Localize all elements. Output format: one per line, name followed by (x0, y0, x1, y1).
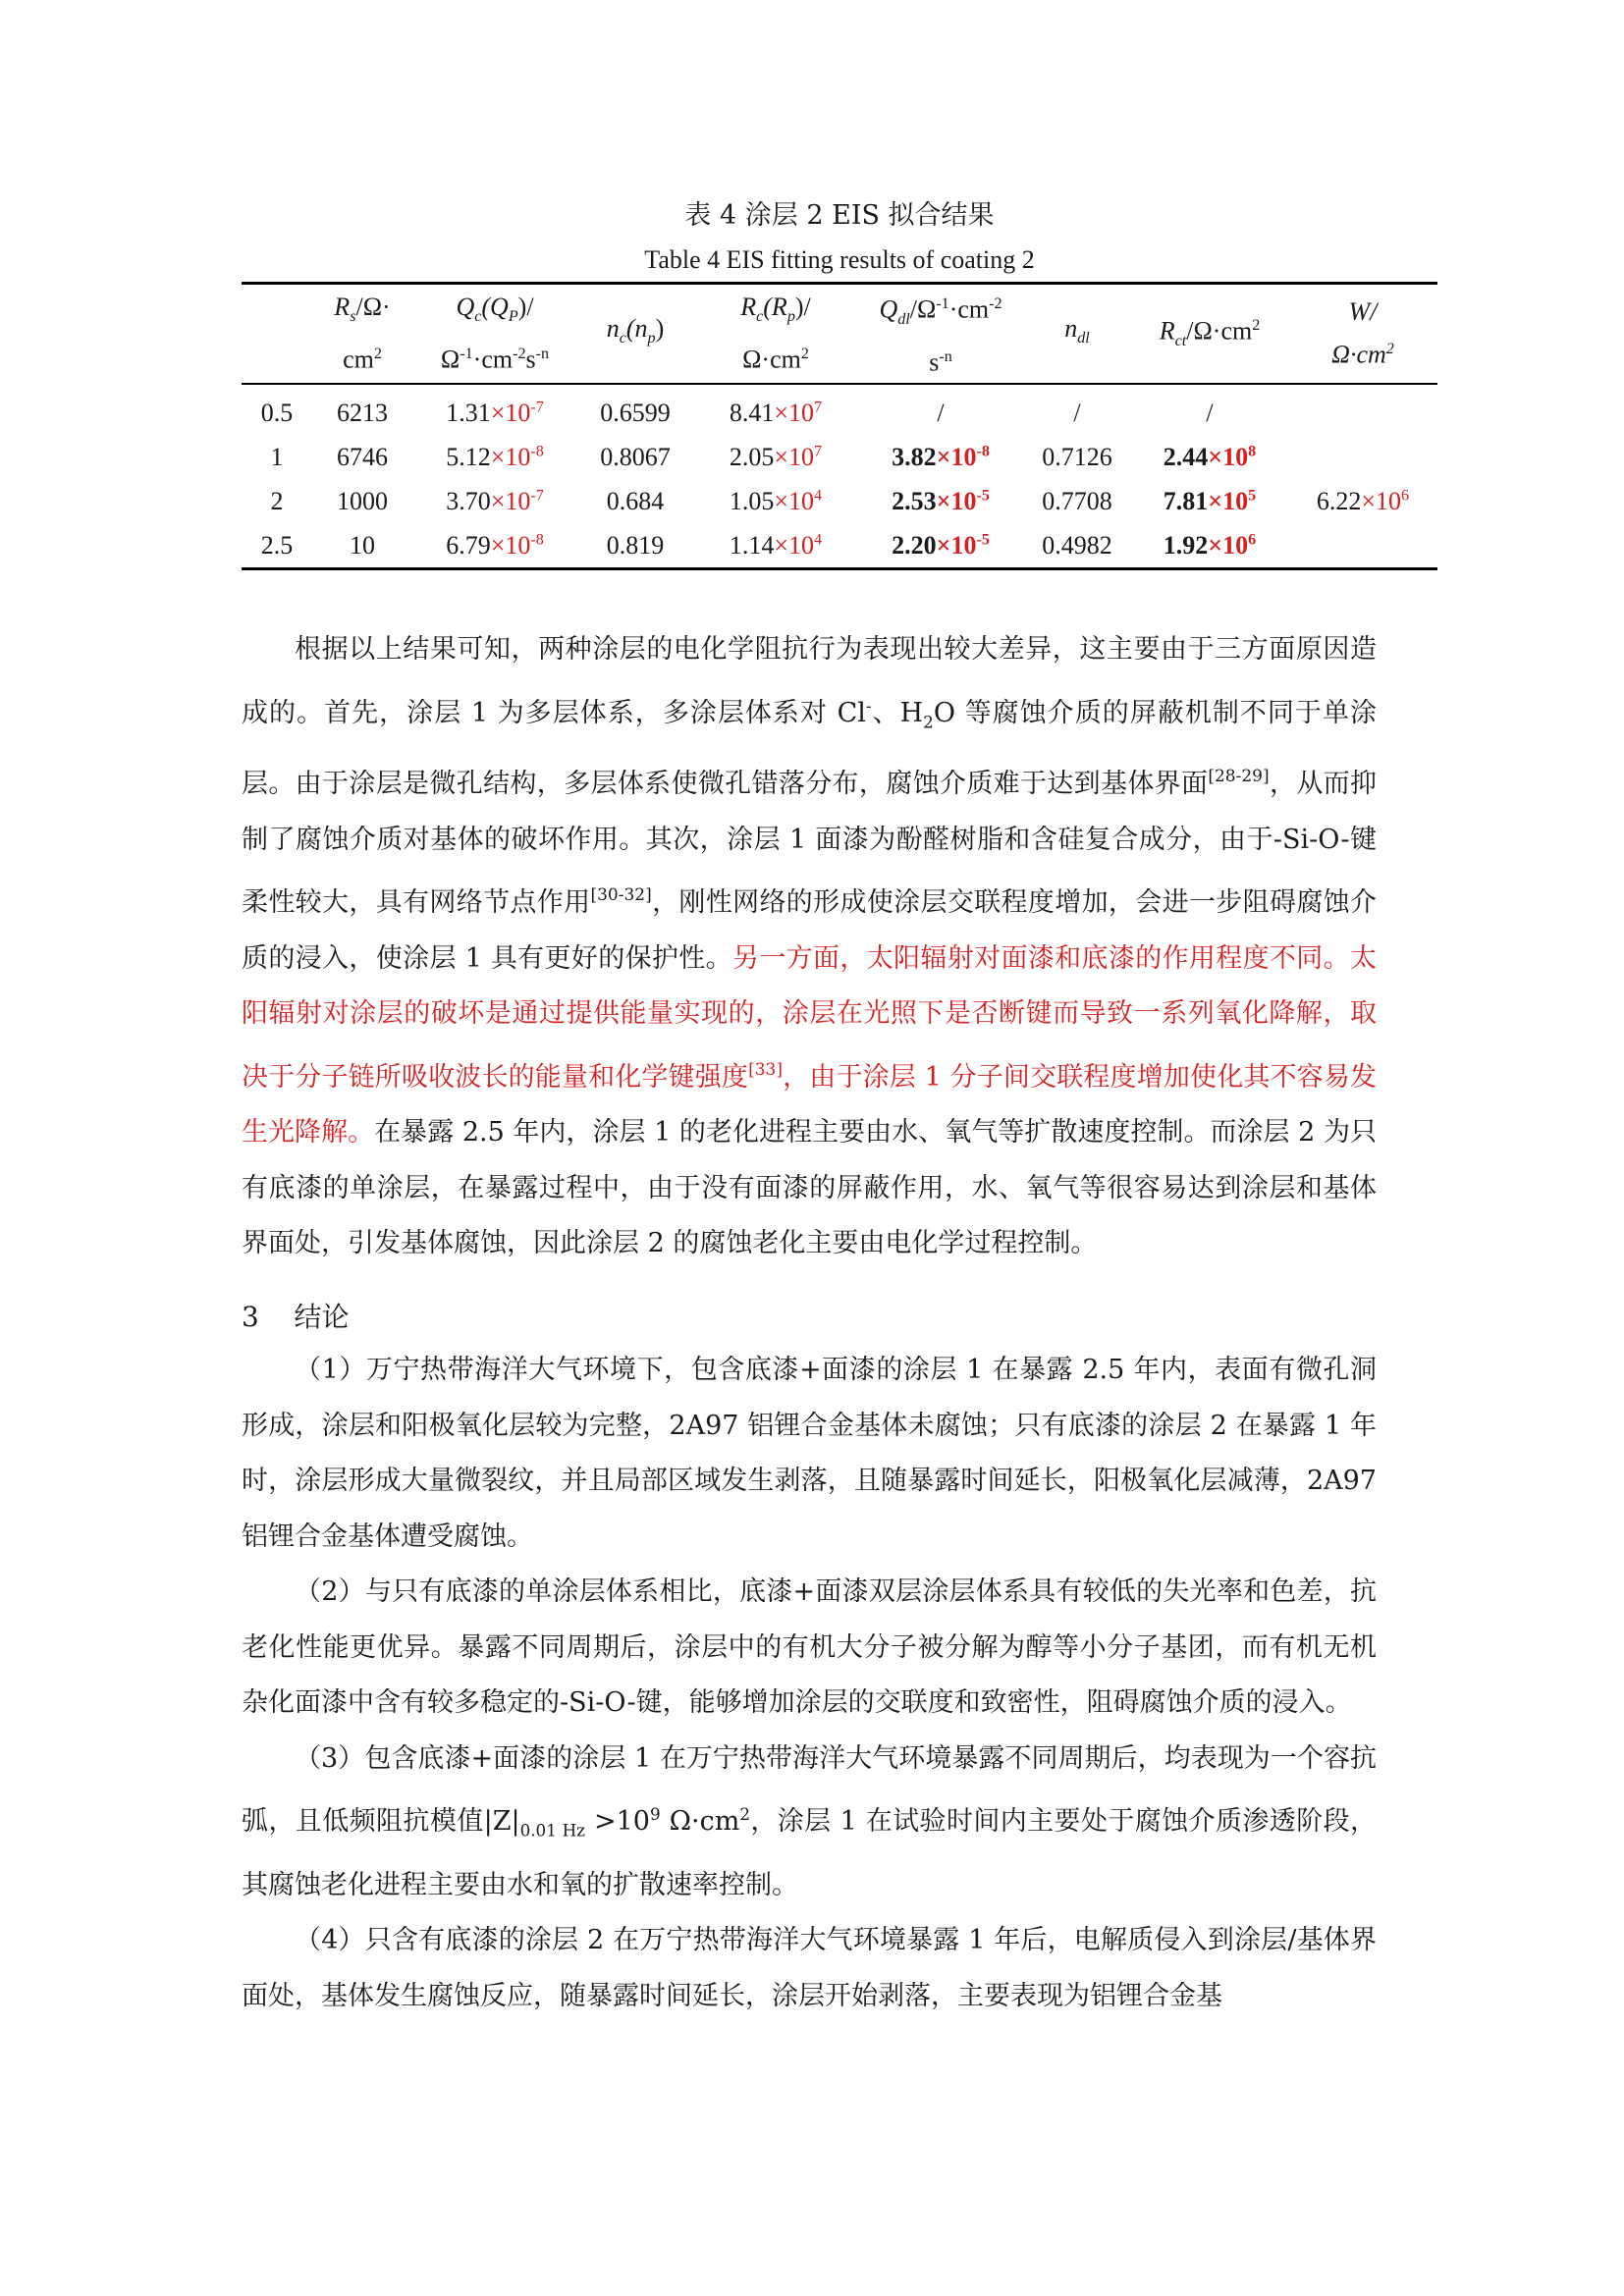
col-w-header: W/ $\Omega\cdot cm^2$ (1331, 297, 1394, 369)
table-caption-cn: 表 4 涂层 2 EIS 拟合结果 (684, 200, 995, 231)
table-caption-en: Table 4 EIS fitting results of coating 2 (644, 245, 1035, 274)
citation: [28-29] (1208, 767, 1270, 787)
col-qc-header: $Q_c(Q_P)/$ $\Omega^{-1}\cdot cm^{-2}s^{-n}$ (440, 293, 550, 374)
highlighted-text: ，由于涂层 1 分子间交联程度增加使化其不容易发生光降解。 (242, 1061, 1378, 1148)
table-row: 2 1000 $3.70\times 10^{-7}$ 0.684 $1.05\times 10^4$ $2.53\times 10^{-5}$ 0.7708 $7.81\times 10^5$ $6.22\times 10^6$ (270, 486, 1410, 515)
conclusions (242, 1343, 1377, 2024)
citation: [33] (748, 1059, 783, 1080)
highlighted-text: 另一方面，太阳辐射对面漆和底漆的作用程度不同。太阳辐射对涂层的破坏是通过提供能量实现的，涂层在光照下是否断键而导致一系列氧化降解，取决于分子链所吸收波长的能量和化学键强度 (242, 942, 1378, 1093)
col-nc-header: $n_c(n_p)$ (606, 313, 665, 347)
table-row: 0.5 6213 $1.31\times 10^{-7}$ 0.6599 $8.41\times 10^7$ / / / (260, 398, 1214, 427)
eis-table (242, 282, 1437, 570)
col-ndl-header: $n_{dl}$ (1064, 313, 1090, 347)
col-time-header (242, 284, 312, 385)
section-heading: 3 结论 (242, 1301, 350, 1333)
conclusion-1: （1）万宁热带海洋大气环境下，包含底漆+面漆的涂层 1 在暴露 2.5 年内，表面有微孔洞形成，涂层和阳极氧化层较为完整，2A97 铝锂合金基体未腐蚀；只有底漆的涂层 2 在暴露 1 年时，涂层形成大量微裂纹，并且局部区域发生剥落，且随暴露时间延长，阳极氧化层减薄，2A97 铝锂合金基体遭受腐蚀。 (242, 1355, 1377, 1552)
col-rs-header: $R_s/\Omega\cdot$ $cm^2$ (334, 293, 391, 374)
discussion-paragraph: 根据以上结果可知，两种涂层的电化学阻抗行为表现出较大差异，这主要由于三方面原因造成的。首先，涂层 1 为多层体系，多涂层体系对 Cl-、$H_2O$ 等腐蚀介质的屏蔽机制不同于单涂层。由于涂层是微孔结构，多层体系使微孔错落分布，腐蚀介质难于达到基体界面[28-29]，从而抑制了腐蚀介质对基体的破坏作用。其次，涂层 1 面漆为酚醛树脂和含硅复合成分，由于-Si-O-键柔性较大，具有网络节点作用[30-32]，刚性网络的形成使涂层交联程度增加，会进一步阻碍腐蚀介质的浸入，使涂层 1 具有更好的保护性。另一方面，太阳辐射对面漆和底漆的作用程度不同。太阳辐射对涂层的破坏是通过提供能量实现的，涂层在光照下是否断键而导致一系列氧化降解，取决于分子链所吸收波长的能量和化学键强度[33]，由于涂层 1 分子间交联程度增加使化其不容易发生光降解。在暴露 2.5 年内，涂层 1 的老化进程主要由水、氧气等扩散速度控制。而涂层 2 为只有底漆的单涂层，在暴露过程中，由于没有面漆的屏蔽作用，水、氧气等很容易达到涂层和基体界面处，引发基体腐蚀，因此涂层 2 的腐蚀老化主要由电化学过程控制。 (242, 634, 1378, 1259)
table-row: 1 6746 $5.12\times 10^{-8}$ 0.8067 $2.05\times 10^7$ $3.82\times 10^{-8}$ 0.7126 $2.44\times 10^8$ (270, 442, 1257, 471)
table-header-row (242, 284, 1437, 385)
col-qdl-header: $Q_{dl}/\Omega^{-1}\cdot cm^{-2}$ $s^{-n}$ (879, 294, 1002, 377)
col-rc-header: $R_c(R_p)/$ $\Omega\cdot cm^2$ (740, 293, 811, 374)
conclusion-2: （2）与只有底漆的单涂层体系相比，底漆+面漆双层涂层体系具有较低的失光率和色差，抗老化性能更优异。暴露不同周期后，涂层中的有机大分子被分解为醇等小分子基团，而有机无机杂化面漆中含有较多稳定的-Si-O-键，能够增加涂层的交联度和致密性，阻碍腐蚀介质的浸入。 (242, 1576, 1377, 1718)
conclusion-3: （3）包含底漆+面漆的涂层 1 在万宁热带海洋大气环境暴露不同周期后，均表现为一个容抗弧，且低频阻抗模值$|Z|_{0.01 Hz} >10^9$ $\Omega\cdot cm^2$，涂层 1 在试验时间内主要处于腐蚀介质渗透阶段，其腐蚀老化进程主要由水和氧的扩散速率控制。 (242, 1742, 1377, 1900)
table-row: 2.5 10 $6.79\times 10^{-8}$ 0.819 $1.14\times 10^4$ $2.20\times 10^{-5}$ 0.4982 $1.92\times 10^6$ (242, 523, 1437, 569)
conclusion-4: （4）只含有底漆的涂层 2 在万宁热带海洋大气环境暴露 1 年后，电解质侵入到涂层/基体界面处，基体发生腐蚀反应，随暴露时间延长，涂层开始剥落，主要表现为铝锂合金基 (242, 1925, 1377, 2011)
citation: [30-32] (590, 885, 652, 906)
col-rct-header: $R_{ct}/\Omega\cdot cm^2$ (1159, 316, 1261, 349)
